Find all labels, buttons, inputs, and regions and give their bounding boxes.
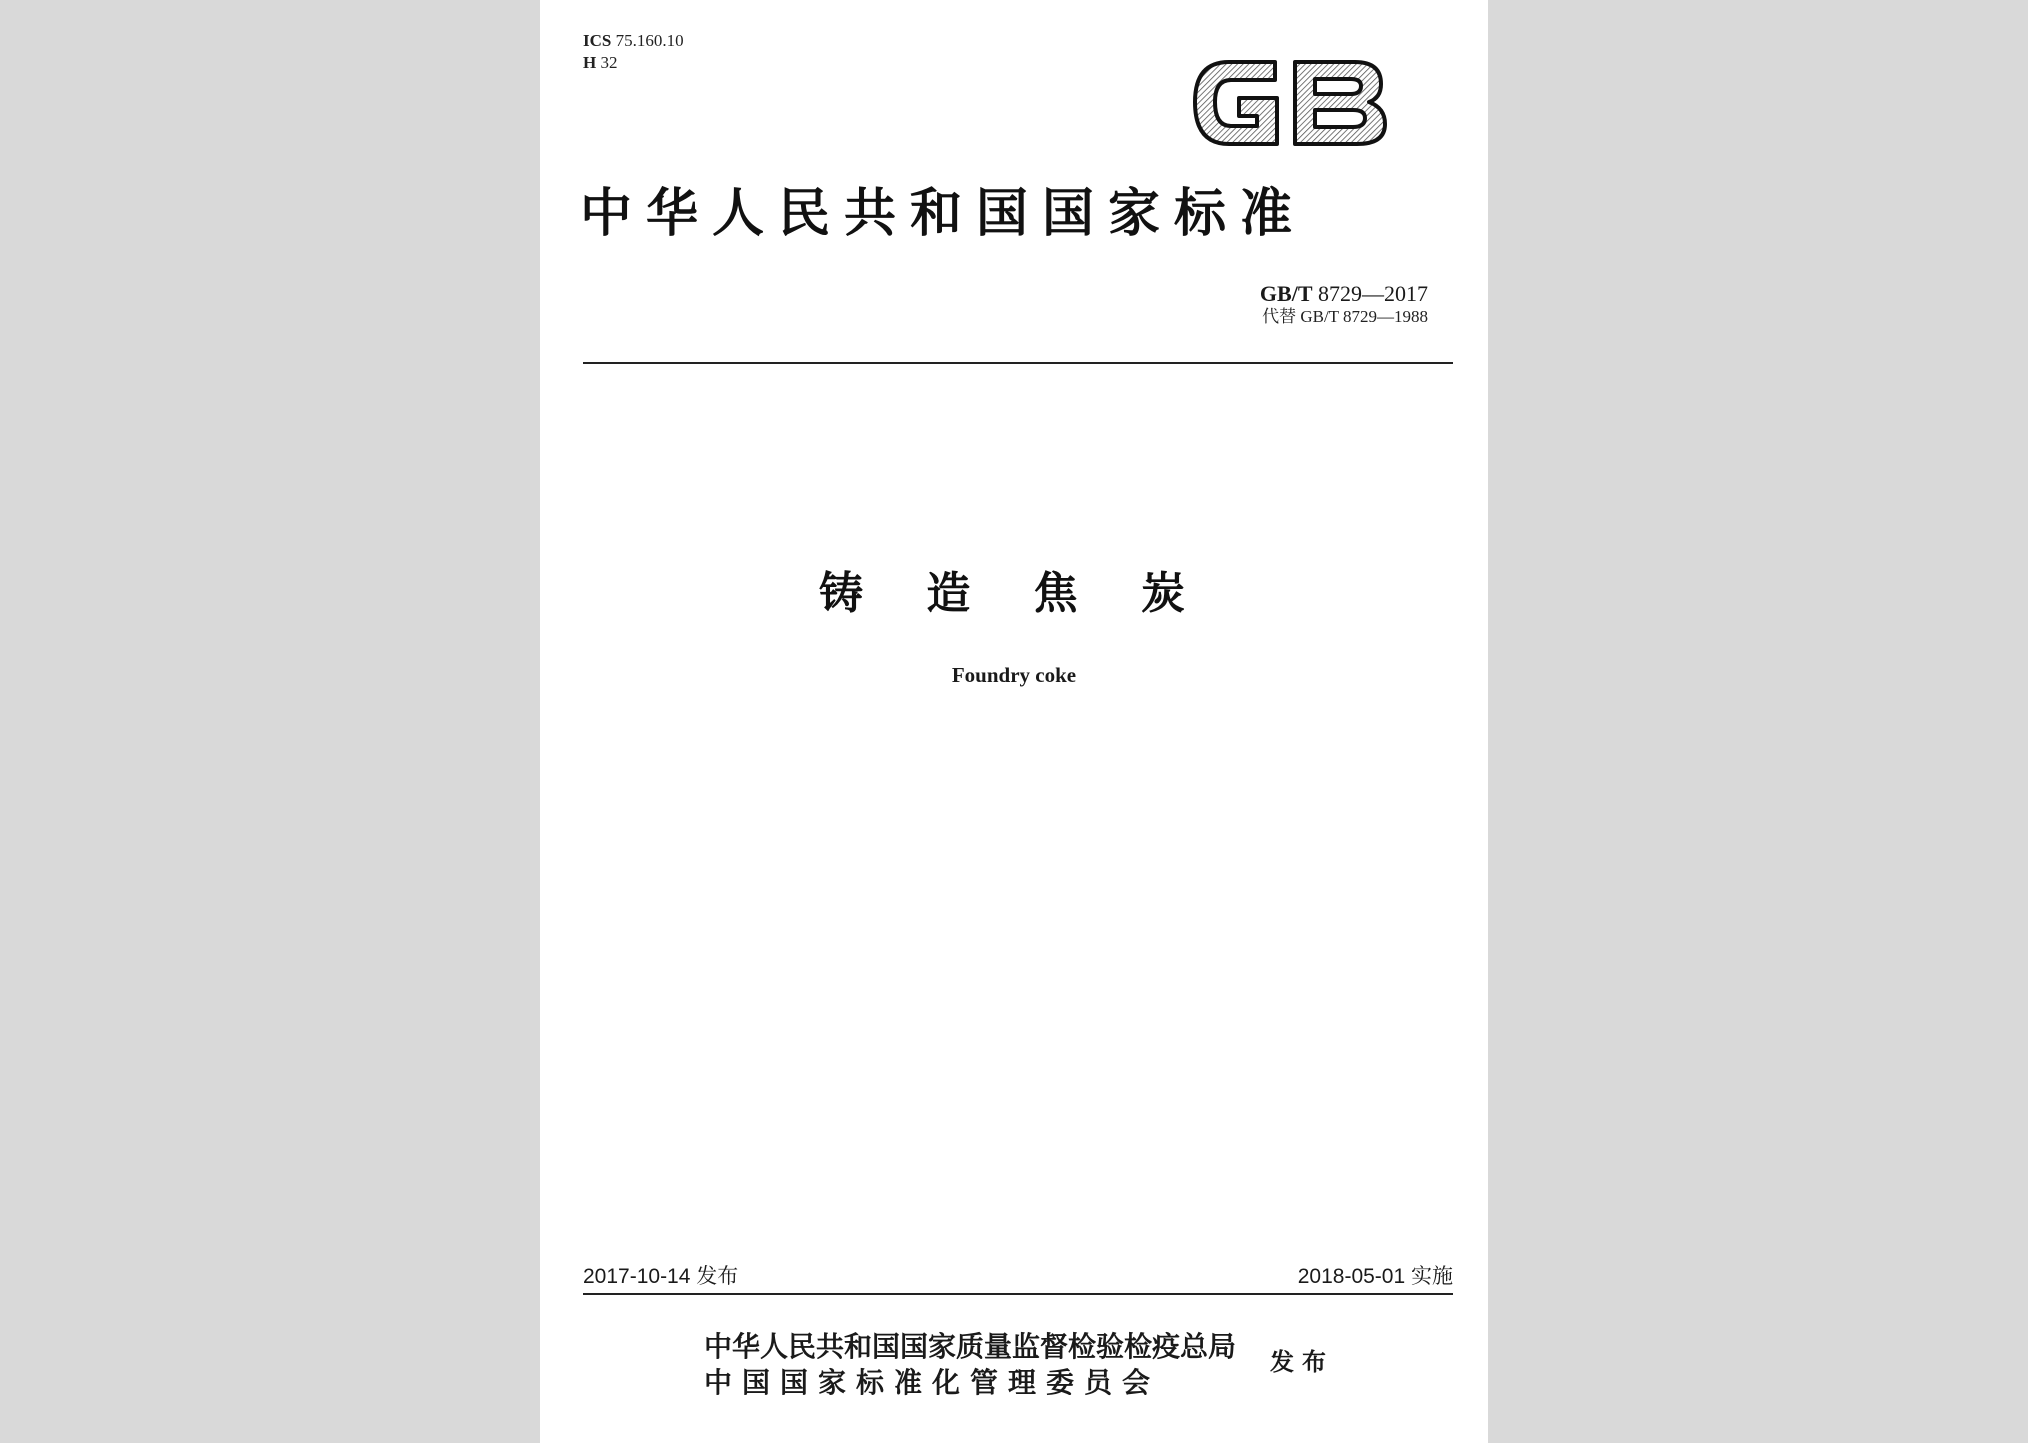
ics-code: 75.160.10 [615,31,684,50]
ics-line [583,30,684,52]
issue-date: 2017-10-14 发布 [583,1265,739,1288]
class-code: 32 [600,53,618,72]
document-title-cn: 铸 造 焦 炭 [819,568,1209,619]
header-divider [583,362,1453,364]
standard-number [1260,281,1428,307]
class-line [583,52,684,74]
class-label: H [583,53,597,72]
standard-code: 8729—2017 [1318,281,1428,306]
footer-divider [583,1293,1453,1295]
issuer-sac: 中国国家标准化管理委员会 [704,1366,1161,1399]
issue-label: 发布 [1270,1347,1334,1376]
logo-letter-b [1295,62,1385,144]
document-title-en: Foundry coke [951,663,1077,687]
issuer-aqsiq: 中华人民共和国国家质量监督检验检疫总局 [704,1330,1237,1363]
replaces-standard: 代替 GB/T 8729—1988 [1262,307,1428,326]
standard-prefix: GB/T [1259,281,1313,306]
logo-letter-g [1195,62,1277,144]
gb-logo-icon [1185,48,1395,156]
ics-label: ICS [583,31,612,50]
national-standard-title: 中华人民共和国国家标准 [580,183,1307,244]
document-page [540,0,1488,1443]
implementation-date: 2018-05-01 实施 [1297,1265,1453,1288]
classification-codes [583,30,684,74]
